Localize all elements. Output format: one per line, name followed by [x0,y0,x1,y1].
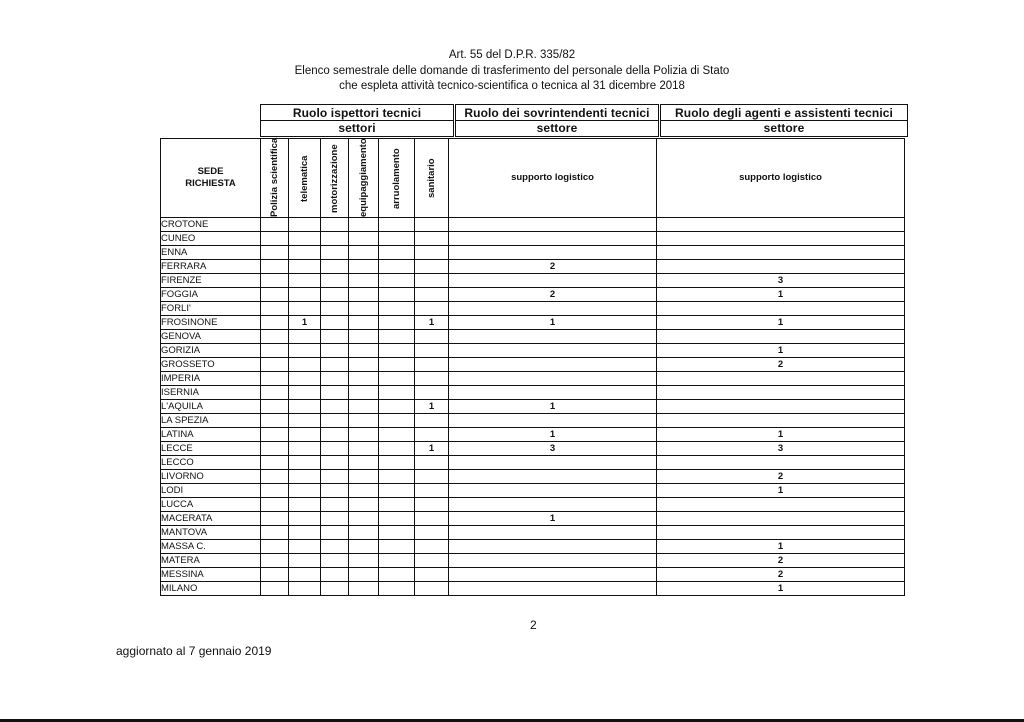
value-cell [379,260,415,274]
value-cell [415,358,449,372]
value-cell [379,274,415,288]
value-cell [261,246,289,260]
table-row [161,330,905,344]
value-cell [261,498,289,512]
group-sovrintendenti-title: Ruolo dei sovrintendenti tecnici [456,106,658,121]
group-ispettori-sub: settori [338,121,376,135]
table-row [161,582,905,596]
value-cell [321,232,349,246]
value-cell: 2 [657,568,905,582]
table-row [161,568,905,582]
value-cell [379,288,415,302]
value-cell [261,232,289,246]
table-row [161,428,905,442]
value-cell [415,330,449,344]
value-cell [289,358,321,372]
value-cell [657,498,905,512]
value-cell [349,288,379,302]
value-cell: 1 [657,540,905,554]
table-row [161,498,905,512]
value-cell [415,512,449,526]
value-cell [449,302,657,316]
value-cell [289,330,321,344]
col-arruolamento: arruolamento [379,139,415,218]
value-cell [349,316,379,330]
value-cell [289,540,321,554]
value-cell [289,484,321,498]
col-polizia-scientifica: Polizia scientifica [261,139,289,218]
value-cell [261,568,289,582]
col-motorizzazione: motorizzazione [321,139,349,218]
value-cell [449,526,657,540]
value-cell [321,274,349,288]
value-cell [349,568,379,582]
value-cell [261,400,289,414]
value-cell [261,414,289,428]
value-cell [449,246,657,260]
value-cell [349,302,379,316]
value-cell: 2 [657,470,905,484]
value-cell [289,512,321,526]
table-row [161,386,905,400]
table-row [161,442,905,456]
value-cell [415,428,449,442]
sede-cell: FIRENZE [161,274,261,288]
value-cell [321,386,349,400]
value-cell [289,386,321,400]
value-cell [349,512,379,526]
value-cell: 2 [449,260,657,274]
value-cell [321,358,349,372]
value-cell [415,526,449,540]
value-cell [379,498,415,512]
col-equipaggiamento: equipaggiamento [349,139,379,218]
value-cell [415,414,449,428]
value-cell [321,414,349,428]
value-cell [415,232,449,246]
value-cell [321,554,349,568]
sede-header-line2: RICHIESTA [185,178,236,189]
value-cell [261,540,289,554]
table-row [161,260,905,274]
table-row [161,302,905,316]
value-cell [289,498,321,512]
value-cell [261,288,289,302]
value-cell: 1 [449,428,657,442]
value-cell [415,372,449,386]
sede-cell: MACERATA [161,512,261,526]
value-cell [289,274,321,288]
value-cell [449,470,657,484]
value-cell: 1 [657,582,905,596]
value-cell [321,400,349,414]
value-cell [349,526,379,540]
sede-cell: LODI [161,484,261,498]
value-cell [379,540,415,554]
value-cell [289,568,321,582]
value-cell [449,344,657,358]
value-cell [449,372,657,386]
value-cell [349,470,379,484]
value-cell [449,568,657,582]
table-row [161,484,905,498]
sede-cell: LECCE [161,442,261,456]
value-cell [657,218,905,232]
value-cell [379,232,415,246]
value-cell [379,372,415,386]
value-cell [379,400,415,414]
value-cell [379,330,415,344]
value-cell [415,246,449,260]
value-cell [657,386,905,400]
table-row [161,218,905,232]
value-cell [289,414,321,428]
value-cell [261,344,289,358]
table-row [161,400,905,414]
sede-cell: FOGGIA [161,288,261,302]
value-cell [379,470,415,484]
table-row [161,232,905,246]
value-cell [657,330,905,344]
sede-cell: LUCCA [161,498,261,512]
group-ispettori-title: Ruolo ispettori tecnici [261,106,453,121]
value-cell [415,274,449,288]
value-cell [321,372,349,386]
value-cell [321,512,349,526]
value-cell [321,218,349,232]
value-cell [449,498,657,512]
col-telematica: telematica [289,139,321,218]
value-cell [321,498,349,512]
value-cell [415,288,449,302]
value-cell [415,218,449,232]
value-cell: 2 [657,554,905,568]
value-cell [379,428,415,442]
value-cell [321,484,349,498]
value-cell: 1 [415,316,449,330]
value-cell: 2 [449,288,657,302]
value-cell [349,498,379,512]
value-cell [321,288,349,302]
sede-cell: CUNEO [161,232,261,246]
value-cell: 1 [657,428,905,442]
value-cell [321,582,349,596]
value-cell [379,344,415,358]
value-cell [449,218,657,232]
table-row [161,358,905,372]
value-cell [657,512,905,526]
value-cell [379,302,415,316]
value-cell [289,526,321,540]
value-cell [289,582,321,596]
value-cell [261,316,289,330]
value-cell [379,246,415,260]
value-cell [261,330,289,344]
value-cell [289,400,321,414]
value-cell: 1 [449,512,657,526]
value-cell [261,554,289,568]
value-cell [289,428,321,442]
value-cell [449,554,657,568]
value-cell [415,554,449,568]
value-cell [261,582,289,596]
value-cell [349,414,379,428]
value-cell: 1 [657,288,905,302]
sede-cell: L'AQUILA [161,400,261,414]
value-cell [657,456,905,470]
col-sovr-supporto: supporto logistico [449,139,657,218]
table-row [161,372,905,386]
value-cell: 1 [657,344,905,358]
value-cell [261,526,289,540]
value-cell [349,456,379,470]
value-cell [321,526,349,540]
value-cell: 2 [657,358,905,372]
value-cell [349,582,379,596]
table-row [161,414,905,428]
value-cell [261,484,289,498]
value-cell [321,540,349,554]
sede-cell: MANTOVA [161,526,261,540]
value-cell [261,442,289,456]
sede-cell: LIVORNO [161,470,261,484]
value-cell [379,386,415,400]
value-cell [321,428,349,442]
table-row [161,316,905,330]
value-cell [379,484,415,498]
value-cell [349,218,379,232]
value-cell: 3 [657,442,905,456]
value-cell [415,386,449,400]
table-row [161,288,905,302]
value-cell: 1 [657,484,905,498]
sede-cell: IMPERIA [161,372,261,386]
value-cell [349,330,379,344]
value-cell [289,554,321,568]
table-body [161,218,905,596]
sede-header-line1: SEDE [197,166,224,177]
value-cell [349,232,379,246]
table-row [161,274,905,288]
value-cell: 1 [657,316,905,330]
value-cell [415,344,449,358]
table-row [161,344,905,358]
document-title: Art. 55 del D.P.R. 335/82 [448,49,576,61]
sede-cell: ISERNIA [161,386,261,400]
value-cell [379,554,415,568]
value-cell [449,540,657,554]
value-cell [415,260,449,274]
value-cell [321,302,349,316]
sede-cell: MATERA [161,554,261,568]
group-ispettori [260,104,454,137]
value-cell [349,428,379,442]
value-cell [449,484,657,498]
value-cell [289,456,321,470]
value-cell [379,218,415,232]
value-cell [657,400,905,414]
transfer-table [160,138,905,596]
value-cell [261,218,289,232]
value-cell [449,582,657,596]
value-cell [449,358,657,372]
sede-cell: MESSINA [161,568,261,582]
value-cell [289,246,321,260]
table-row [161,246,905,260]
value-cell [449,414,657,428]
value-cell [261,386,289,400]
value-cell [449,330,657,344]
value-cell: 3 [657,274,905,288]
value-cell [349,274,379,288]
table-row [161,512,905,526]
value-cell [657,372,905,386]
value-cell [379,442,415,456]
value-cell [657,246,905,260]
sede-cell: FERRARA [161,260,261,274]
value-cell [349,484,379,498]
value-cell [415,582,449,596]
sede-cell: LATINA [161,428,261,442]
group-agenti [660,104,908,137]
sede-cell: GROSSETO [161,358,261,372]
group-sovrintendenti [455,104,659,137]
table-row [161,470,905,484]
value-cell [415,302,449,316]
group-agenti-title: Ruolo degli agenti e assistenti tecnici [661,106,907,121]
table-row [161,554,905,568]
value-cell: 3 [449,442,657,456]
update-note: aggiornato al 7 gennaio 2019 [116,644,272,658]
table-row [161,526,905,540]
value-cell [289,288,321,302]
group-sovrintendenti-sub: settore [536,121,578,135]
sede-cell: MILANO [161,582,261,596]
value-cell [321,246,349,260]
group-agenti-sub: settore [763,121,805,135]
value-cell [657,302,905,316]
value-cell [321,344,349,358]
value-cell: 1 [415,442,449,456]
table-row [161,540,905,554]
value-cell [349,400,379,414]
value-cell [657,232,905,246]
value-cell [261,456,289,470]
value-cell [349,554,379,568]
value-cell [379,358,415,372]
sede-cell: LECCO [161,456,261,470]
value-cell: 1 [449,400,657,414]
value-cell [261,260,289,274]
value-cell [321,456,349,470]
sede-cell: CROTONE [161,218,261,232]
value-cell [321,316,349,330]
value-cell [657,414,905,428]
sede-cell: FORLI' [161,302,261,316]
value-cell [321,568,349,582]
value-cell [449,456,657,470]
value-cell: 1 [449,316,657,330]
col-agenti-supporto: supporto logistico [657,139,905,218]
page-number: 2 [530,618,537,632]
value-cell [349,246,379,260]
value-cell [449,274,657,288]
value-cell [415,498,449,512]
value-cell [289,442,321,456]
sede-cell: GORIZIA [161,344,261,358]
value-cell [321,260,349,274]
value-cell [261,372,289,386]
value-cell [321,470,349,484]
value-cell [415,484,449,498]
value-cell [261,274,289,288]
value-cell [349,358,379,372]
sede-cell: LA SPEZIA [161,414,261,428]
value-cell [349,372,379,386]
value-cell [415,456,449,470]
value-cell: 1 [289,316,321,330]
value-cell [449,386,657,400]
value-cell [415,568,449,582]
sede-cell: MASSA C. [161,540,261,554]
value-cell [289,218,321,232]
value-cell [349,344,379,358]
value-cell [261,302,289,316]
value-cell: 1 [415,400,449,414]
value-cell [289,232,321,246]
value-cell [289,470,321,484]
value-cell [657,260,905,274]
value-cell [261,428,289,442]
value-cell [261,470,289,484]
sede-cell: ENNA [161,246,261,260]
value-cell [379,456,415,470]
value-cell [321,330,349,344]
value-cell [289,344,321,358]
sede-cell: GENOVA [161,330,261,344]
document-subtitle-2: che espleta attività tecnico-scientifica o tecnica al 31 dicembre 2018 [339,80,685,92]
value-cell [379,568,415,582]
sede-cell: FROSINONE [161,316,261,330]
value-cell [379,526,415,540]
value-cell [379,316,415,330]
value-cell [289,260,321,274]
value-cell [415,470,449,484]
value-cell [289,302,321,316]
col-sanitario: sanitario [415,139,449,218]
value-cell [449,232,657,246]
value-cell [261,358,289,372]
value-cell [349,442,379,456]
value-cell [349,386,379,400]
table-header-row [161,139,905,218]
value-cell [349,540,379,554]
value-cell [289,372,321,386]
value-cell [379,414,415,428]
value-cell [321,442,349,456]
value-cell [657,526,905,540]
value-cell [349,260,379,274]
value-cell [379,512,415,526]
value-cell [261,512,289,526]
document-subtitle: Elenco semestrale delle domande di trasferimento del personale della Polizia di Stato [294,65,730,77]
value-cell [379,582,415,596]
table-row [161,456,905,470]
value-cell [415,540,449,554]
sede-header [161,139,261,218]
